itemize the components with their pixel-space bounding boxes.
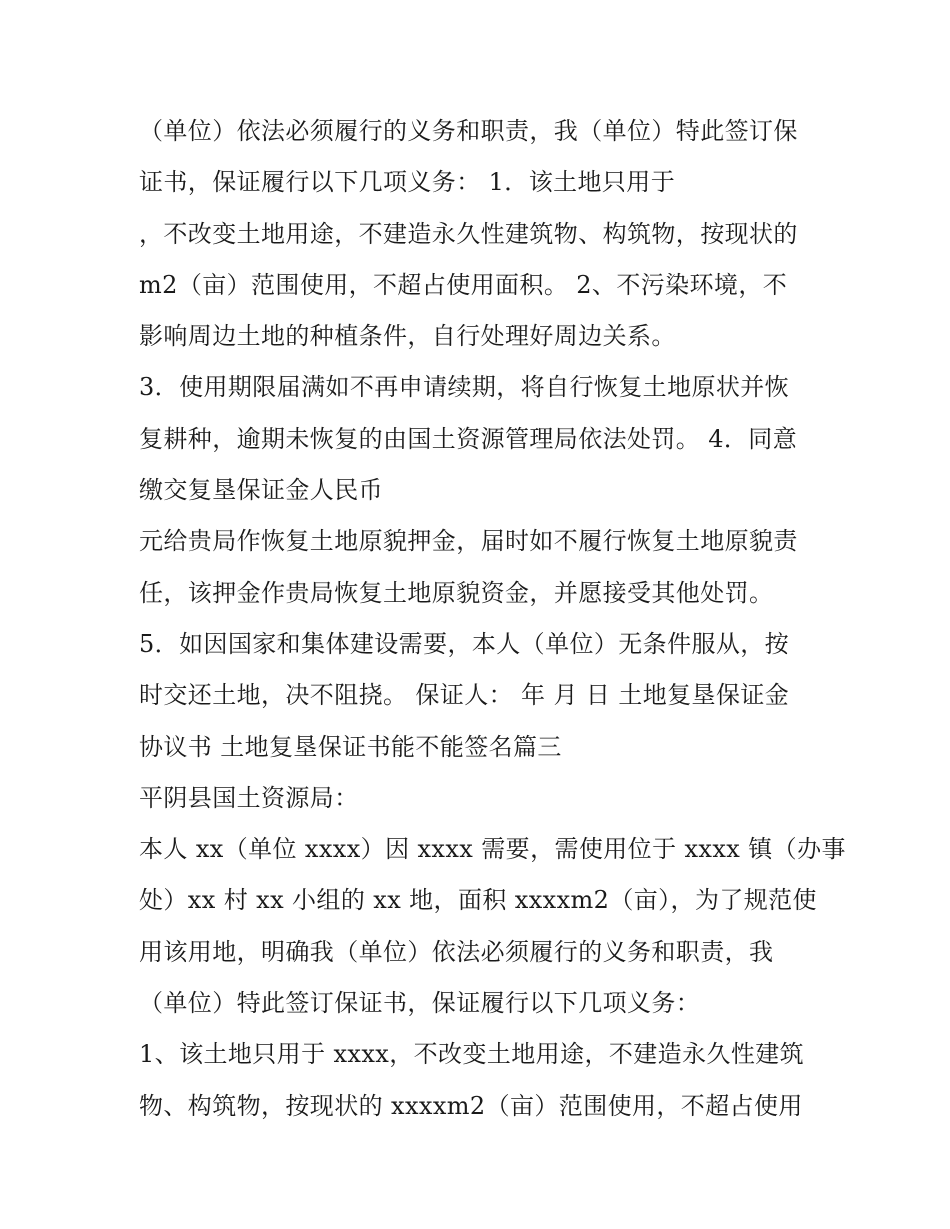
text-line-6: 3．使用期限届满如不再申请续期，将自行恢复土地原状并恢 xyxy=(139,373,790,402)
text-line-17: 用该用地，明确我（单位）依法必须履行的义务和职责，我 xyxy=(139,937,774,966)
text-line-3: ，不改变土地用途，不建造永久性建筑物、构筑物，按现状的 xyxy=(139,219,798,248)
text-line-7: 复耕种，逾期未恢复的由国土资源管理局依法处罚。 4．同意 xyxy=(139,424,798,453)
text-line-16: 处）xx 村 xx 小组的 xx 地，面积 xxxxm2（亩），为了规范使 xyxy=(139,886,817,915)
text-line-11: 5．如因国家和集体建设需要，本人（单位）无条件服从，按 xyxy=(139,629,790,658)
text-line-13: 协议书 土地复垦保证书能不能签名篇三 xyxy=(139,732,562,761)
text-line-9: 元给贵局作恢复土地原貌押金，届时如不履行恢复土地原貌责 xyxy=(139,527,798,556)
text-line-19: 1、该土地只用于 xxxx，不改变土地用途，不建造永久性建筑 xyxy=(139,1040,805,1069)
text-line-12: 时交还土地，决不阻挠。 保证人： 年 月 日 土地复垦保证金 xyxy=(139,681,790,710)
text-line-20: 物、构筑物，按现状的 xxxxm2（亩）范围使用，不超占使用 xyxy=(139,1091,803,1120)
text-line-8: 缴交复垦保证金人民币 xyxy=(139,476,383,505)
text-line-1: （单位）依法必须履行的义务和职责，我（单位）特此签订保 xyxy=(139,117,798,145)
document-body xyxy=(139,106,846,1132)
text-line-18: （单位）特此签订保证书，保证履行以下几项义务： xyxy=(139,989,701,1018)
text-line-5: 影响周边土地的种植条件，自行处理好周边关系。 xyxy=(139,322,676,351)
text-line-2: 证书，保证履行以下几项义务： 1．该土地只用于 xyxy=(139,168,676,197)
text-line-10: 任，该押金作贵局恢复土地原貌资金，并愿接受其他处罚。 xyxy=(139,578,774,607)
text-line-4: m2（亩）范围使用，不超占使用面积。 2、不污染环境，不 xyxy=(139,270,788,299)
text-line-15: 本人 xx（单位 xxxx）因 xxxx 需要，需使用位于 xxxx 镇（办事 xyxy=(139,835,846,864)
text-line-14: 平阴县国土资源局： xyxy=(139,783,359,812)
